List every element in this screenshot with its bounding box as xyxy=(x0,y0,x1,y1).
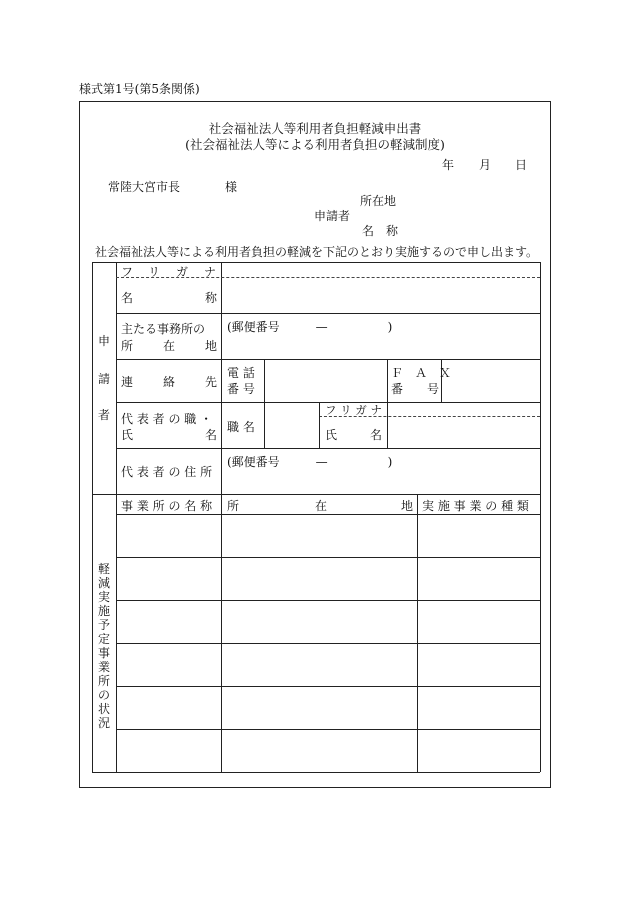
position-label: 職 名 xyxy=(227,420,255,434)
contact-label: 連 xyxy=(121,375,134,389)
statement-text: 社会福祉法人等による利用者負担の軽減を下記のとおり実施するので申し出ます。 xyxy=(95,245,539,259)
grid-line xyxy=(116,643,540,644)
rep-name-label: 名 xyxy=(370,428,383,442)
name-label: 称 xyxy=(205,291,218,305)
header-name-label: 名 称 xyxy=(362,224,399,238)
representative-label: 代 表 者 の 職 ・ xyxy=(121,412,213,426)
grid-line xyxy=(116,313,540,314)
rep-address-label: 代 表 者 の 住 所 xyxy=(121,465,213,479)
name-label: 名 xyxy=(121,291,134,305)
furigana-label: リ xyxy=(148,265,161,279)
grid-line xyxy=(221,494,222,772)
form-subtitle: (社会福祉法人等による利用者負担の軽減制度) xyxy=(185,137,445,152)
date-day-label: 日 xyxy=(515,158,528,172)
addressee-name: 常陸大宮市長 xyxy=(108,180,181,194)
contact-label: 絡 xyxy=(163,375,176,389)
header-address-label: 所在地 xyxy=(360,194,397,208)
office-address-label: 地 xyxy=(205,339,218,353)
fax-label: 番 号 xyxy=(391,382,440,396)
rep-name-field[interactable] xyxy=(388,417,540,448)
furigana-label: ナ xyxy=(204,265,217,279)
grid-line xyxy=(116,448,540,449)
representative-label: 氏 xyxy=(121,428,134,442)
fax-label: Ｆ Ａ Ｘ xyxy=(391,366,452,380)
date-month-label: 月 xyxy=(479,158,492,172)
date-year-label: 年 xyxy=(442,158,455,172)
col-address-header: 在 xyxy=(315,499,328,513)
side-label-char: 請 xyxy=(98,372,111,386)
col-service-header: 実 施 事 業 の 種 類 xyxy=(422,499,529,513)
col-address-header: 地 xyxy=(401,499,414,513)
representative-label: 名 xyxy=(205,428,218,442)
office-postal-code[interactable]: (郵便番号 — ) xyxy=(227,320,393,334)
grid-line xyxy=(116,686,540,687)
form-number: 様式第1号(第5条関係) xyxy=(79,82,200,96)
office-address-label: 主たる事務所の xyxy=(121,322,206,336)
grid-line xyxy=(116,262,117,772)
side-label-char: 者 xyxy=(98,408,111,422)
position-field[interactable] xyxy=(265,403,319,448)
office-address-label: 在 xyxy=(163,339,176,353)
grid-line xyxy=(116,557,540,558)
addressee-honorific: 様 xyxy=(225,180,238,194)
grid-line xyxy=(92,772,540,773)
office-address-label: 所 xyxy=(121,339,134,353)
grid-line xyxy=(116,729,540,730)
rep-postal-code[interactable]: (郵便番号 — ) xyxy=(227,455,393,469)
phone-field[interactable] xyxy=(265,360,387,402)
grid-line xyxy=(387,359,388,402)
grid-line xyxy=(92,494,540,495)
furigana-field[interactable] xyxy=(222,263,540,277)
name-field[interactable] xyxy=(222,278,540,313)
col-address-header: 所 xyxy=(227,499,240,513)
phone-label: 電 話 xyxy=(227,366,255,380)
contact-label: 先 xyxy=(205,375,218,389)
rep-furigana-label: フ リ ガ ナ xyxy=(325,403,382,417)
furigana-label: ガ xyxy=(176,265,189,279)
grid-line xyxy=(92,262,93,772)
grid-line xyxy=(319,402,320,448)
side-label-char: 申 xyxy=(98,334,111,348)
col-office-name-header: 事 業 所 の 名 称 xyxy=(121,499,213,513)
header-applicant-label: 申請者 xyxy=(314,209,351,223)
fax-field[interactable] xyxy=(442,360,540,402)
furigana-label: フ xyxy=(121,265,134,279)
grid-line xyxy=(540,262,541,772)
grid-line xyxy=(417,494,418,772)
section2-side-label: 軽減実施予定事業所の状況 xyxy=(97,562,110,730)
grid-line xyxy=(116,600,540,601)
grid-line xyxy=(116,514,540,515)
phone-label: 番 号 xyxy=(227,382,255,396)
rep-name-label: 氏 xyxy=(325,428,338,442)
form-title: 社会福祉法人等利用者負担軽減申出書 xyxy=(208,121,422,136)
